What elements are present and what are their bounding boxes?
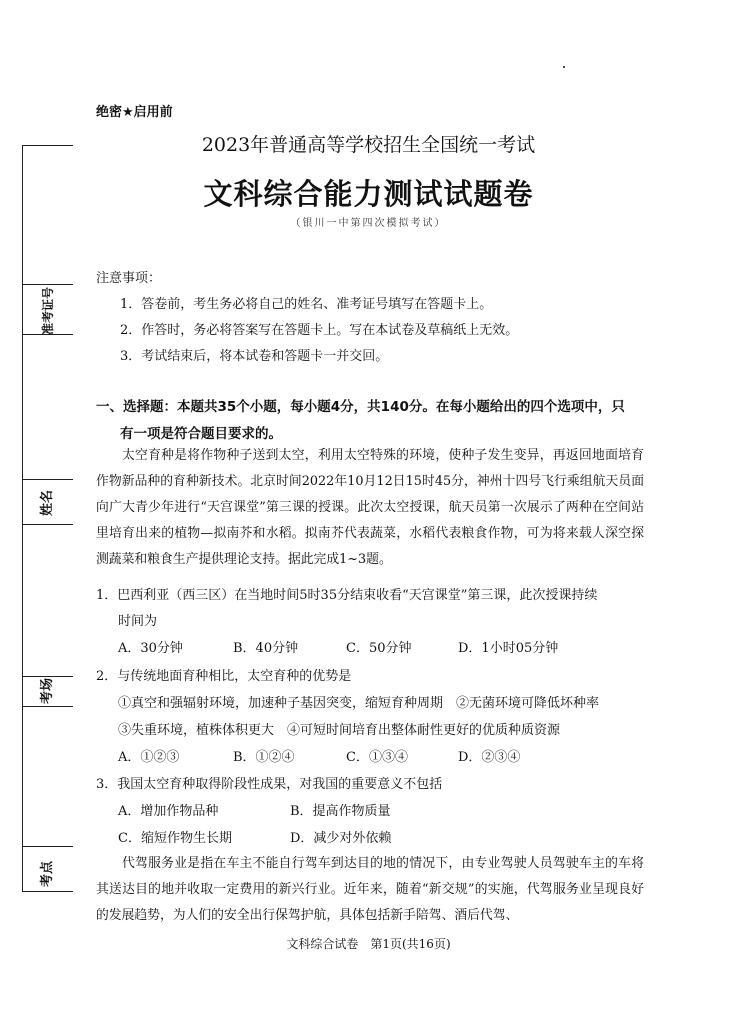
question-1-option-d: D．1小时05分钟 xyxy=(458,641,559,656)
reading-passage: 太空育种是将作物种子送到太空，利用太空特殊的环境，使种子发生变异，再返回地面培育作物新品种的育种新技术。北京时间2022年10月12日15时45分，神州十四号飞行乘组航天员面向广大青少年进行“天宫课堂”第三课的授课。此次太空授课，航天员第一次展示了两种在空间站里培育出来的植物—拟南芥和水稻。拟南芥代表蔬菜，水稻代表粮食作物，可为将来载人深空探测蔬菜和粮食生产提供理论支持。据此完成1~3题。 xyxy=(96,448,644,567)
question-1-stem: 1．巴西利亚（西三区）在当地时间5时35分结束收看“天宫课堂”第三课，此次授课持续 xyxy=(96,588,598,603)
name-label: 姓名 xyxy=(40,490,55,517)
exam-title: 2023年普通高等学校招生全国统一考试 xyxy=(201,134,536,156)
binding-divider xyxy=(23,846,73,847)
admission-number-label: 准考证号 xyxy=(41,287,55,336)
notice-item: 1．答卷前，考生务必将自己的姓名、准考证号填写在答题卡上。 xyxy=(120,297,493,312)
question-2-option-b: B．①②④ xyxy=(233,750,295,765)
scan-dot xyxy=(563,66,565,68)
reading-passage: 代驾服务业是指在车主不能自行驾车到达目的地的情况下，由专业驾驶人员驾驶车主的车将其送达目的地并收取一定费用的新兴行业。近年来，随着“新交规”的实施，代驾服务业呈现良好的发展趋势，为人们的安全出行保驾护航，具体包括新手陪驾、酒后代驾、 xyxy=(96,856,644,923)
question-3-option-d: D．减少对外依赖 xyxy=(290,831,392,846)
page-footer: 文科综合试卷 第1页(共16页) xyxy=(286,937,451,951)
question-3-stem: 3．我国太空育种取得阶段性成果，对我国的重要意义不包括 xyxy=(96,777,443,792)
question-1-option-a: A．30分钟 xyxy=(118,641,183,656)
notice-heading: 注意事项： xyxy=(96,271,162,286)
paper-title: 文科综合能力测试试题卷 xyxy=(203,177,534,211)
question-3-option-b: B．提高作物质量 xyxy=(290,804,391,819)
section-heading xyxy=(96,394,656,448)
question-2-option-a: A．①②③ xyxy=(118,750,180,765)
question-3-option-a: A．增加作物品种 xyxy=(118,804,219,819)
question-2-option-c: C．①③④ xyxy=(346,750,408,765)
question-3-option-c: C．缩短作物生长期 xyxy=(118,831,232,846)
binding-column xyxy=(22,145,73,892)
question-2-option-d: D．②③④ xyxy=(458,750,521,765)
section-heading-line: 一、选择题：本题共35个小题，每小题4分，共140分。在每小题给出的四个选项中，只 xyxy=(96,399,625,415)
exam-room-label: 考场 xyxy=(40,678,55,705)
question-2-statements: ③失重环境，植株体积更大 ④可短时间培育出整体耐性更好的优质种质资源 xyxy=(118,723,561,738)
paper-subtitle: （银川一中第四次模拟考试） xyxy=(290,218,447,229)
exam-site-label: 考点 xyxy=(40,861,55,888)
section-heading-line: 有一项是符合题目要求的。 xyxy=(120,426,282,442)
confidential-label: 绝密★启用前 xyxy=(96,105,173,120)
question-1-option-c: C．50分钟 xyxy=(346,641,412,656)
question-2-statements: ①真空和强辐射环境，加速种子基因突变，缩短育种周期 ②无菌环境可降低坏种率 xyxy=(118,696,600,711)
question-1-option-b: B．40分钟 xyxy=(233,641,299,656)
question-1-stem-cont: 时间为 xyxy=(118,614,158,629)
binding-divider xyxy=(23,284,73,285)
question-2-stem: 2．与传统地面育种相比，太空育种的优势是 xyxy=(96,669,352,684)
notice-item: 3．考试结束后，将本试卷和答题卡一并交回。 xyxy=(120,349,389,364)
notice-item: 2．作答时，务必将答案写在答题卡上。写在本试卷及草稿纸上无效。 xyxy=(120,323,519,338)
